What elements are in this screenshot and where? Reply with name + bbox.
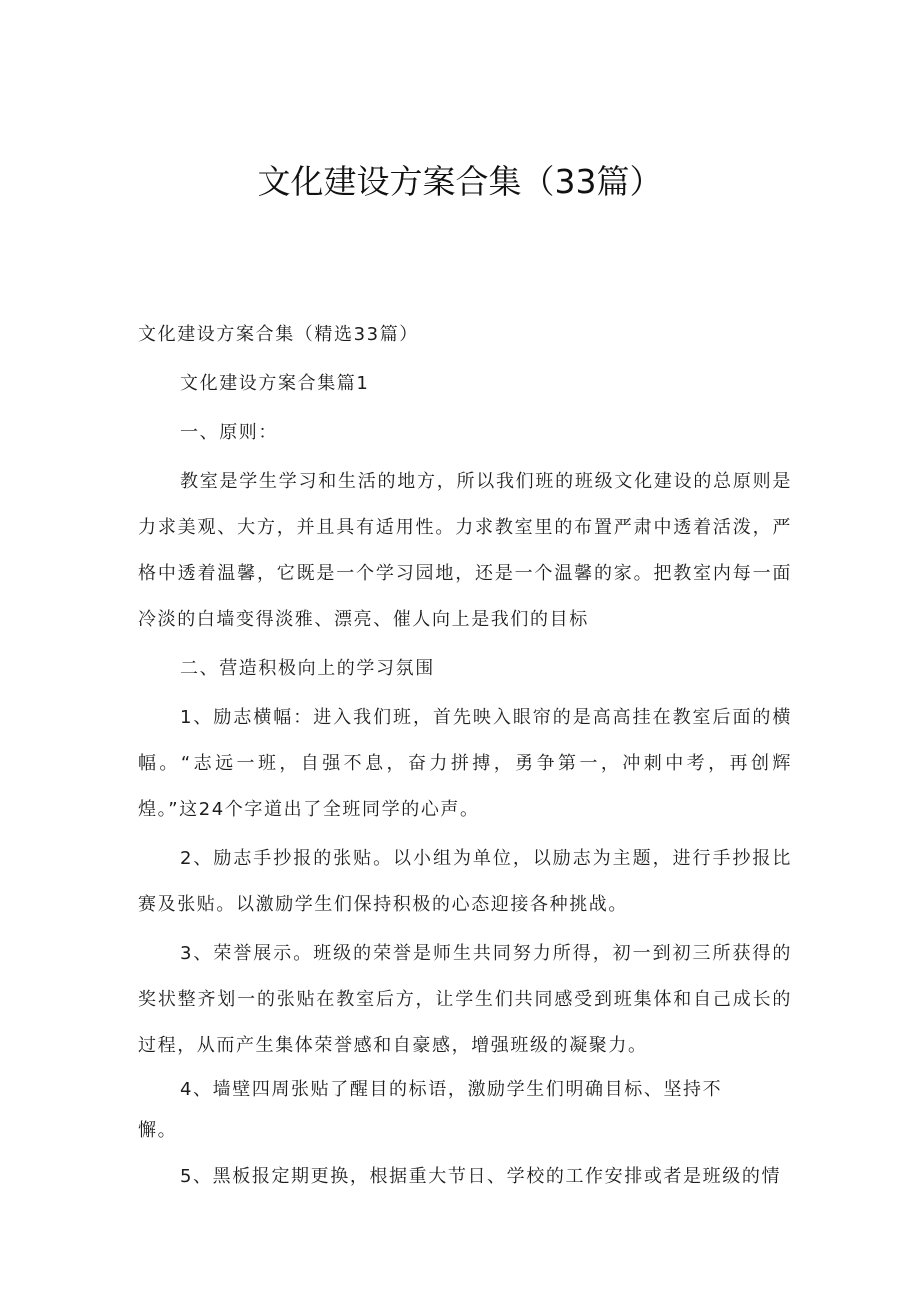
paragraph-item-1: 1、励志横幅：进入我们班，首先映入眼帘的是高高挂在教室后面的横幅。“志远一班，自强不息，奋力拼搏，勇争第一，冲刺中考，再创辉煌。”这24个字道出了全班同学的心声。 [138,707,792,820]
paragraph-atmosphere-heading: 二、营造积极向上的学习氛围 [180,658,435,679]
paragraph-item-2: 2、励志手抄报的张贴。以小组为单位，以励志为主题，进行手抄报比赛及张贴。以激励学生们保持积极的心态迎接各种挑战。 [138,848,792,915]
paragraph-item-5: 5、黑板报定期更换，根据重大节日、学校的工作安排或者是班级的情 [180,1166,782,1187]
paragraph-principle-heading: 一、原则： [180,422,278,443]
section-heading: 文化建设方案合集篇1 [180,373,370,394]
paragraph-principle-body: 教室是学生学习和生活的地方，所以我们班的班级文化建设的总原则是力求美观、大方，并且具有适用性。力求教室里的布置严肃中透着活泼，严格中透着温馨，它既是一个学习园地，还是一个温馨的家。把教室内每一面冷淡的白墙变得淡雅、漂亮、催人向上是我们的目标 [138,471,792,630]
document-body [138,312,792,1200]
paragraph-item-3: 3、荣誉展示。班级的荣誉是师生共同努力所得，初一到初三所获得的奖状整齐划一的张贴在教室后方，让学生们共同感受到班集体和自己成长的过程，从而产生集体荣誉感和自豪感，增强班级的凝聚力。 [138,943,792,1056]
paragraph-item-4: 4、墙壁四周张贴了醒目的标语，激励学生们明确目标、坚持不 [180,1079,723,1100]
paragraph-item-4-continued: 懈。 [138,1120,178,1141]
document-title: 文化建设方案合集（33篇） [257,162,663,201]
document-subtitle: 文化建设方案合集（精选33篇） [138,324,419,345]
